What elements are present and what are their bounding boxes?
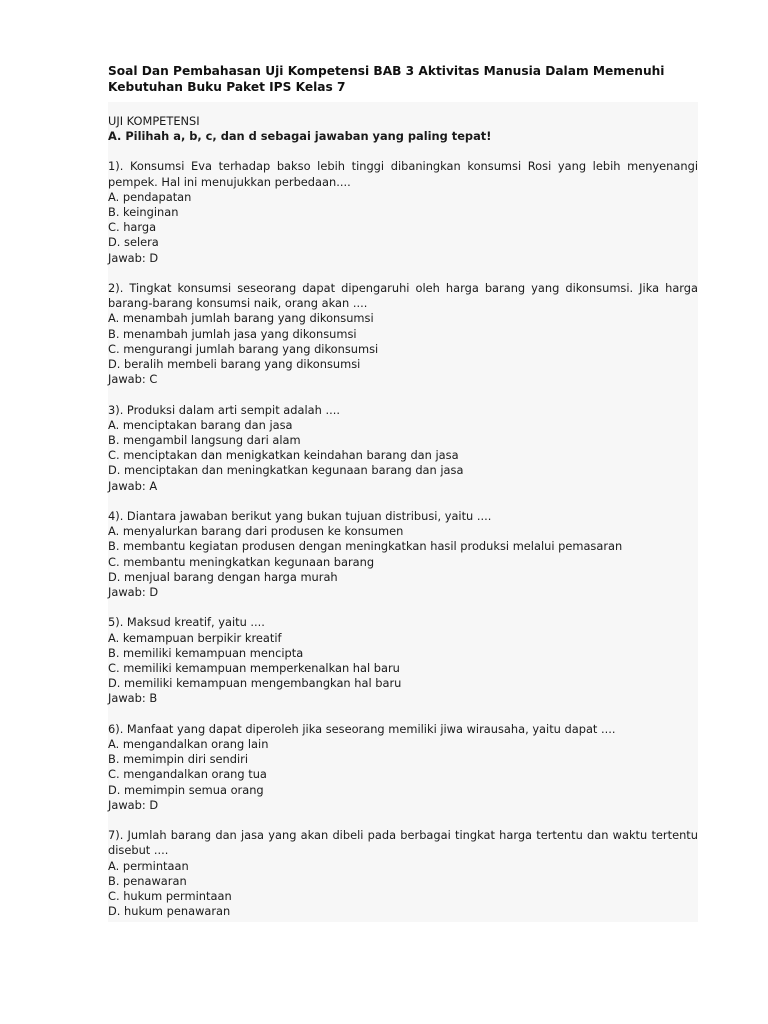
- instruction-text: A. Pilihah a, b, c, dan d sebagai jawaban yang paling tepat!: [108, 129, 492, 144]
- option-c: C. mengandalkan orang tua: [108, 767, 267, 782]
- answer-key: Jawab: A: [108, 478, 158, 493]
- option-a: A. menciptakan barang dan jasa: [108, 417, 293, 432]
- question-text: 1). Konsumsi Eva terhadap bakso lebih tinggi dibaningkan konsumsi Rosi yang lebih menyenangi pempek. Hal ini menujukkan perbedaan....: [108, 159, 698, 189]
- option-c: C. harga: [108, 220, 157, 235]
- option-d: D. memimpin semua orang: [108, 782, 264, 797]
- option-a: A. menambah jumlah barang yang dikonsumsi: [108, 311, 374, 326]
- question-7: [108, 828, 698, 919]
- option-c: C. membantu meningkatkan kegunaan barang: [108, 554, 375, 569]
- question-text: 2). Tingkat konsumsi seseorang dapat dipengaruhi oleh harga barang yang dikonsumsi. Jika harga barang-barang konsumsi naik, orang akan ....: [108, 281, 698, 311]
- document-title: Soal Dan Pembahasan Uji Kompetensi BAB 3 Aktivitas Manusia Dalam Memenuhi Kebutuhan Buku Paket IPS Kelas 7: [108, 64, 665, 94]
- document-content: [108, 102, 698, 922]
- option-a: A. kemampuan berpikir kreatif: [108, 630, 282, 645]
- option-c: C. hukum permintaan: [108, 889, 232, 904]
- question-text: 7). Jumlah barang dan jasa yang akan dibeli pada berbagai tingkat harga tertentu dan waktu tertentu disebut ....: [108, 828, 698, 858]
- option-d: D. beralih membeli barang yang dikonsumsi: [108, 357, 361, 372]
- question-4: [108, 509, 698, 600]
- option-b: B. memimpin diri sendiri: [108, 752, 249, 767]
- option-b: B. menambah jumlah jasa yang dikonsumsi: [108, 326, 357, 341]
- answer-key: Jawab: B: [108, 691, 158, 706]
- answer-key: Jawab: D: [108, 250, 159, 265]
- option-a: A. pendapatan: [108, 189, 192, 204]
- question-text: 5). Maksud kreatif, yaitu ....: [108, 615, 265, 630]
- option-a: A. mengandalkan orang lain: [108, 737, 269, 752]
- document-page: [108, 64, 698, 922]
- option-d: D. hukum penawaran: [108, 904, 231, 919]
- question-3: [108, 403, 698, 494]
- question-5: [108, 615, 698, 706]
- option-c: C. menciptakan dan menigkatkan keindahan barang dan jasa: [108, 448, 459, 463]
- option-b: B. mengambil langsung dari alam: [108, 433, 301, 448]
- option-b: B. memiliki kemampuan mencipta: [108, 645, 304, 660]
- option-a: A. menyalurkan barang dari produsen ke konsumen: [108, 524, 404, 539]
- option-d: D. menciptakan dan meningkatkan kegunaan barang dan jasa: [108, 463, 464, 478]
- option-b: B. membantu kegiatan produsen dengan meningkatkan hasil produksi melalui pemasaran: [108, 539, 623, 554]
- answer-key: Jawab: D: [108, 797, 159, 812]
- option-c: C. memiliki kemampuan memperkenalkan hal baru: [108, 661, 400, 676]
- question-6: [108, 722, 698, 813]
- option-d: D. selera: [108, 235, 159, 250]
- question-2: [108, 281, 698, 387]
- option-d: D. menjual barang dengan harga murah: [108, 569, 338, 584]
- option-d: D. memiliki kemampuan mengembangkan hal baru: [108, 676, 402, 691]
- question-text: 4). Diantara jawaban berikut yang bukan tujuan distribusi, yaitu ....: [108, 509, 492, 524]
- question-text: 3). Produksi dalam arti sempit adalah ....: [108, 402, 340, 417]
- option-a: A. permintaan: [108, 858, 189, 873]
- option-b: B. penawaran: [108, 873, 187, 888]
- section-title: UJI KOMPETENSI: [108, 114, 200, 128]
- question-1: [108, 159, 698, 265]
- question-text: 6). Manfaat yang dapat diperoleh jika seseorang memiliki jiwa wirausaha, yaitu dapat ....: [108, 721, 616, 736]
- answer-key: Jawab: C: [108, 372, 158, 387]
- answer-key: Jawab: D: [108, 585, 159, 600]
- option-c: C. mengurangi jumlah barang yang dikonsumsi: [108, 341, 379, 356]
- option-b: B. keinginan: [108, 205, 179, 220]
